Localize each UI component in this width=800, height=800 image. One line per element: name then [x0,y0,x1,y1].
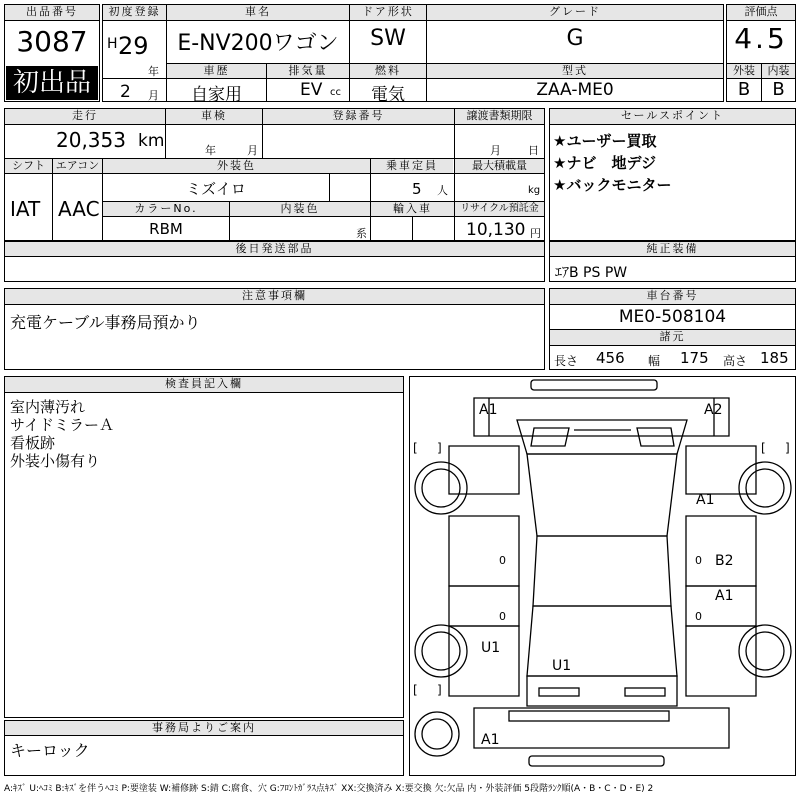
transfer-month-unit: 月 [490,144,501,157]
grade-value: G [566,26,584,51]
inspector-note: サイドミラーＡ [10,416,114,434]
recycle-unit: 円 [530,227,541,240]
capacity-label: 乗車定員 [371,159,453,173]
ext-color-value: ミズイロ [186,180,246,198]
reg-label: 初度登録 [103,5,166,20]
color-no-value: RBM [149,220,183,238]
recycle-label: リサイクル預託金 [455,202,544,216]
damage-mark: U1 [481,640,501,656]
score-ext-value: B [737,79,751,100]
dims-length-label: 長さ [554,354,579,368]
legend-text: A:ｷｽﾞ U:ﾍｺﾐ B:ｷｽﾞを伴うﾍｺﾐ P:要塗装 W:補修跡 S:錆 C:腐食、穴 G:ﾌﾛﾝﾄｶﾞﾗｽ点ｷｽﾞ XX:交換済み X:要交換 欠:欠品 内・外装評価 5段階ﾗﾝｸ順(A・B・C・D・E) 2 [4,784,654,794]
inspection-year-unit: 年 [205,144,216,157]
mileage-label: 走行 [5,109,165,124]
reg-month: 2 [120,82,131,102]
dims-height-value: 185 [760,349,789,367]
shift-label: シフト [5,159,52,173]
chassis-value: ME0-508104 [618,307,727,327]
equipment-label: 純正装備 [550,242,795,256]
score-int-value: B [772,79,785,100]
displacement-label: 排気量 [267,64,349,78]
damage-mark: 0 [499,610,506,623]
damage-mark: A1 [696,492,715,508]
damage-mark: A1 [479,402,498,418]
transfer-day-unit: 日 [528,144,539,157]
office-label: 事務局よりご案内 [5,721,403,735]
damage-mark: ] [437,683,442,697]
recycle-value: 10,130 [466,220,526,240]
damage-mark: 0 [499,554,506,567]
car-name-label: 車名 [167,5,349,20]
fuel-value: 電気 [371,85,405,105]
fuel-label: 燃料 [350,64,426,78]
int-color-unit: 系 [356,227,367,240]
grade-label: グレード [427,5,723,20]
history-label: 車歴 [167,64,266,78]
selling-points-label: セールスポイント [550,109,795,124]
inspector-note: 外装小傷有り [10,452,101,470]
damage-mark: A2 [704,402,723,418]
damage-mark: A1 [481,732,500,748]
dims-width-value: 175 [680,349,709,367]
displacement-unit: cc [330,87,341,98]
damage-mark: [ [761,441,766,455]
history-value: 自家用 [191,85,242,105]
score-value: 4.5 [734,22,788,55]
selling-point-item: ★ナビ 地デジ [553,154,657,172]
lot-label: 出品番号 [5,5,99,20]
door-value: SW [370,26,406,51]
inspection-label: 車検 [166,109,262,124]
capacity-unit: 人 [437,184,448,197]
lot-number: 3087 [16,25,88,58]
selling-point-item: ★バックモニター [553,176,672,194]
shift-value: IAT [10,197,41,221]
reg-year-unit: 年 [148,65,159,78]
import-label: 輸入車 [371,202,454,216]
door-label: ドア形状 [350,5,426,20]
model-value: ZAA-ME0 [536,80,614,100]
reg-month-unit: 月 [148,89,159,102]
damage-mark: 0 [695,610,702,623]
score-int-label: 内装 [762,64,795,78]
dims-label: 諸元 [550,330,795,345]
damage-mark: A1 [715,588,734,604]
displacement-value: EV [300,80,323,100]
damage-mark: [ [413,683,418,697]
reg-year: 29 [118,32,149,60]
damage-mark: B2 [715,553,734,569]
office-value: キーロック [10,741,90,760]
int-color-label: 内装色 [230,202,370,216]
dims-length-value: 456 [596,349,625,367]
inspector-label: 検査員記入欄 [5,377,403,392]
selling-point-item: ★ユーザー買取 [553,132,657,150]
color-no-label: カラーNo. [103,202,229,216]
caution-value: 充電ケーブル事務局預かり [10,313,201,332]
score-ext-label: 外装 [727,64,761,78]
dims-width-label: 幅 [648,354,661,368]
load-unit: kg [528,185,541,196]
first-listing-badge: 初出品 [6,66,98,100]
dims-height-label: 高さ [723,354,748,368]
equipment-value: ｴｱB PS PW [555,265,628,281]
mileage-value: 20,353 [56,128,126,152]
inspector-note: 看板跡 [10,434,56,452]
chassis-label: 車台番号 [550,289,795,304]
damage-mark: ] [437,441,442,455]
transfer-label: 譲渡書類期限 [455,109,544,124]
score-label: 評価点 [727,5,795,20]
aircon-label: エアコン [53,159,102,173]
damage-mark: [ [413,441,418,455]
model-label: 型式 [427,64,723,78]
capacity-value: 5 [412,180,422,198]
inspection-month-unit: 月 [247,144,258,157]
load-label: 最大積載量 [455,159,544,173]
inspector-note: 室内薄汚れ [10,398,86,416]
reg-era: H [107,36,118,52]
ext-color-label: 外装色 [103,159,370,173]
car-name-value: E-NV200ワゴン [177,31,339,56]
mileage-unit: km [138,131,165,151]
aircon-value: AAC [58,197,100,221]
regno-label: 登録番号 [263,109,454,124]
caution-label: 注意事項欄 [5,289,544,304]
damage-mark: U1 [552,658,572,674]
damage-mark: ] [785,441,790,455]
damage-mark: 0 [695,554,702,567]
car-diagram [409,376,796,776]
later-parts-label: 後日発送部品 [5,242,544,256]
